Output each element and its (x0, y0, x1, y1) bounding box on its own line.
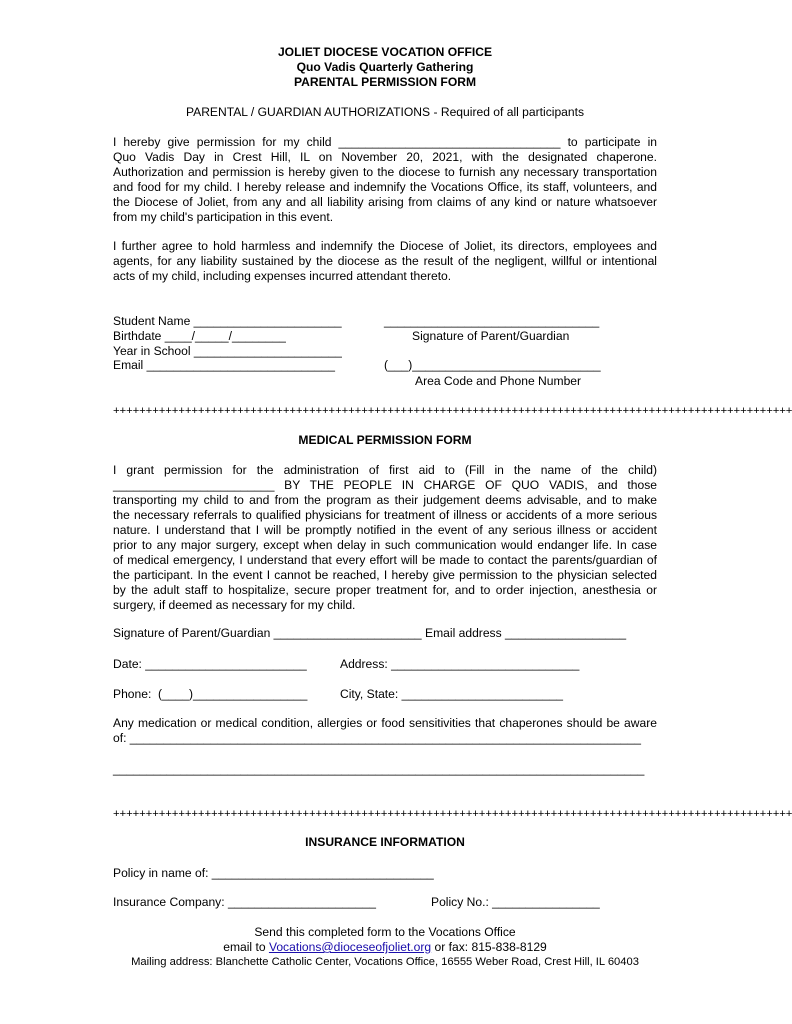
medical-text-line: nature. I understand that I will be promptly notified in the event of any serious illness or accident (113, 523, 657, 537)
authorization-text-line: Quo Vadis Day in Crest Hill, IL on November 20, 2021, with the designated chaperone. (113, 150, 657, 164)
medical-section-title: MEDICAL PERMISSION FORM (298, 433, 472, 447)
authorization-text-line: from my child's participation in this event. (113, 210, 334, 224)
medication-extra-line[interactable]: _______________________________________________________________________________ (113, 762, 645, 776)
event-title: Quo Vadis Quarterly Gathering (296, 60, 474, 74)
medical-text-line: the necessary referrals to qualified physicians for treatment of illness or accidents of a more serious (113, 508, 657, 522)
policy-number-field[interactable]: Policy No.: ________________ (431, 895, 600, 909)
insurance-section-title: INSURANCE INFORMATION (305, 835, 465, 849)
authorization-text-line: the Diocese of Joliet, from any and all liability arising from claims of any kind or nature whatsoever (113, 195, 657, 209)
medical-text-line: the participant. In the event I cannot be reached, I hereby give permission to the physician selected (113, 568, 657, 582)
medication-question: Any medication or medical condition, allergies or food sensitivities that chaperones should be aware (113, 716, 657, 730)
medical-text-line: surgery, if deemed as necessary for my child. (113, 598, 356, 612)
student-email-field[interactable]: Email ____________________________ (113, 358, 335, 372)
medical-phone-field[interactable]: Phone: (____)_________________ (113, 687, 308, 701)
parent-phone-label: Area Code and Phone Number (415, 374, 582, 388)
parent-signature-line[interactable]: ________________________________ (384, 314, 600, 328)
year-in-school-field[interactable]: Year in School ______________________ (113, 344, 342, 358)
authorization-text-line: and food for my child. I hereby release and indemnify the Vocations Office, its staff, volunteers, and (113, 180, 657, 194)
email-prefix: email to (223, 940, 269, 954)
policy-name-field[interactable]: Policy in name of: _________________________________ (113, 866, 434, 880)
indemnify-text-line: acts of my child, including expenses incurred attendant thereto. (113, 269, 452, 283)
medical-city-state-field[interactable]: City, State: ________________________ (340, 687, 564, 701)
indemnify-text-line: agents, for any liability sustained by the diocese as the result of the negligent, willful or intentional (113, 254, 657, 268)
medical-text-line: of medical emergency, I understand that every effort will be made to contact the parents/guardian of (113, 553, 657, 567)
section-separator: ++++++++++++++++++++++++++++++++++++++++++++++++++++++++++++++++++++++++++++++++++++++++++++++++++++++++ (113, 405, 792, 417)
indemnify-text-line: I further agree to hold harmless and indemnify the Diocese of Joliet, its directors, employees and (113, 239, 657, 253)
authorization-text-line: I hereby give permission for my child _________________________________ to participate in (113, 135, 657, 149)
send-instructions: Send this completed form to the Vocations Office (254, 925, 516, 939)
fax-text: or fax: 815-838-8129 (431, 940, 547, 954)
office-title: JOLIET DIOCESE VOCATION OFFICE (277, 45, 493, 59)
parent-phone-field[interactable]: (___)____________________________ (384, 358, 601, 372)
medical-text-line: transporting my child to and from the program as their judgement deems advisable, and to make (113, 493, 657, 507)
authorizations-subtitle: PARENTAL / GUARDIAN AUTHORIZATIONS - Required of all participants (185, 105, 585, 119)
section-separator: ++++++++++++++++++++++++++++++++++++++++++++++++++++++++++++++++++++++++++++++++++++++++++++++++++++++++ (113, 808, 792, 820)
medical-address-field[interactable]: Address: ____________________________ (340, 657, 580, 671)
mailing-address: Mailing address: Blanchette Catholic Center, Vocations Office, 16555 Weber Road, Crest Hill, IL 60403 (131, 956, 639, 968)
contact-line (0, 940, 770, 955)
birthdate-field[interactable]: Birthdate ____/_____/________ (113, 329, 286, 343)
medical-signature-email-field[interactable]: Signature of Parent/Guardian ______________________ Email address __________________ (113, 626, 627, 640)
form-title: PARENTAL PERMISSION FORM (293, 75, 477, 89)
authorization-text-line: Authorization and permission is hereby given to the diocese to furnish any necessary transportation (113, 165, 657, 179)
parent-signature-label: Signature of Parent/Guardian (412, 329, 570, 343)
medical-text-line: I grant permission for the administration of first aid to (Fill in the name of the child) (113, 463, 657, 477)
medical-text-line: prior to any major surgery, except when delay in such communication would endanger life. In case (113, 538, 657, 552)
medical-text-line: ________________________ BY THE PEOPLE IN CHARGE OF QUO VADIS, and those (113, 478, 657, 492)
vocations-email-link[interactable]: Vocations@dioceseofjoliet.org (268, 940, 432, 954)
insurance-company-field[interactable]: Insurance Company: ______________________ (113, 895, 376, 909)
student-name-field[interactable]: Student Name ______________________ (113, 314, 342, 328)
medical-date-field[interactable]: Date: ________________________ (113, 657, 307, 671)
medication-field[interactable]: of: ____________________________________________________________________________ (113, 731, 641, 745)
medical-text-line: by the adult staff to hospitalize, secure proper treatment for, and to order injection, anesthesia or (113, 583, 657, 597)
